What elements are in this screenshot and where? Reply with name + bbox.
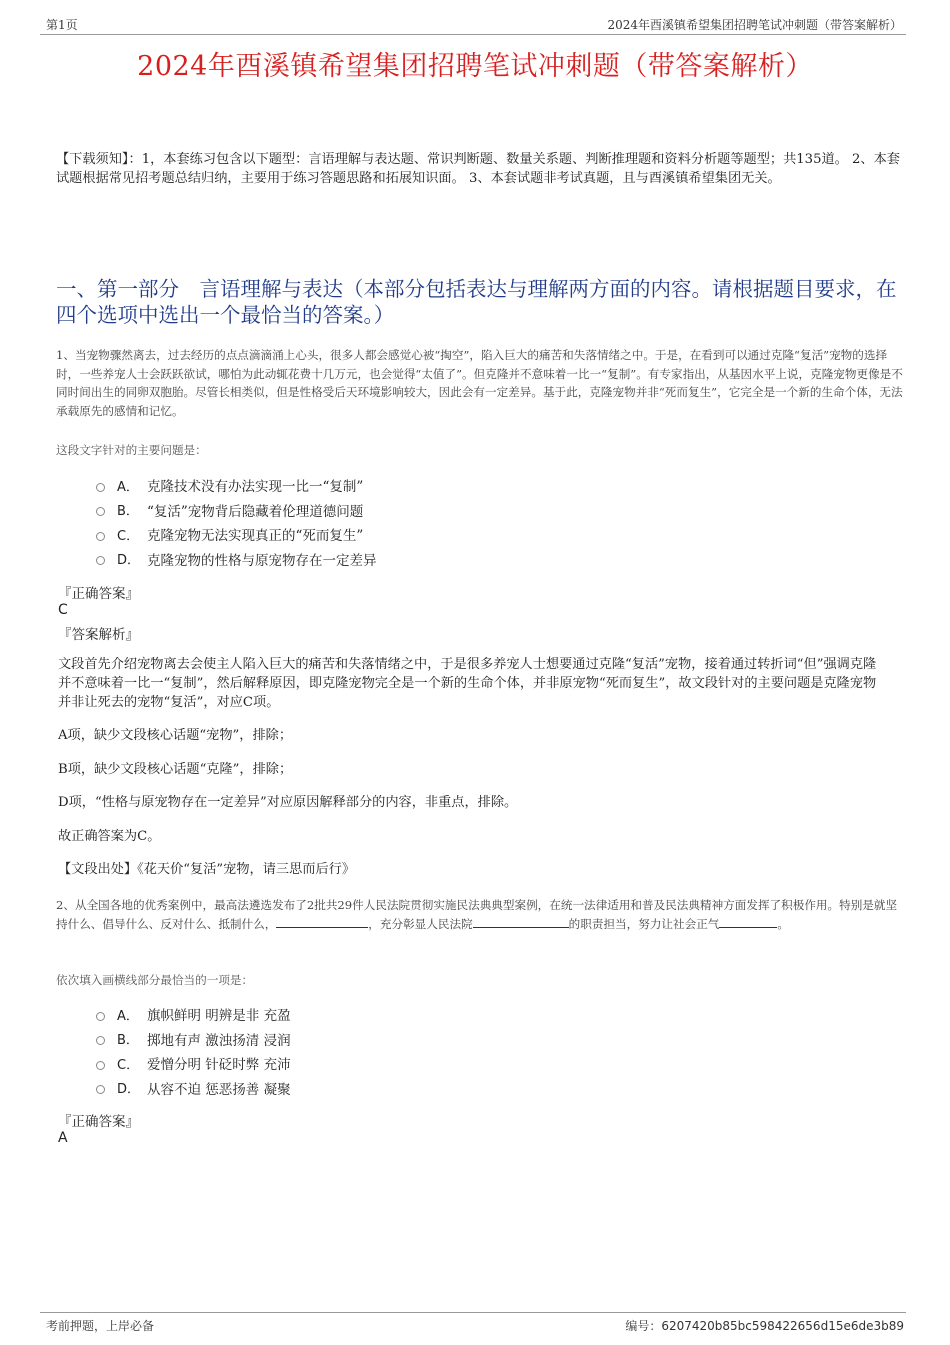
question-1-source: 【文段出处】《花天价“复活”宠物，请三思而后行》: [58, 862, 356, 877]
question-2-option-d[interactable]: [96, 1076, 291, 1101]
radio-icon[interactable]: [96, 507, 105, 516]
question-2-options: [96, 1002, 291, 1100]
question-1-option-d[interactable]: [96, 547, 377, 572]
option-letter: C．: [117, 1057, 140, 1073]
question-1-answer: C: [58, 602, 68, 618]
page-header: [40, 12, 906, 35]
radio-icon[interactable]: [96, 1036, 105, 1045]
option-letter: B．: [117, 1033, 139, 1049]
question-2-answer-label: 『正确答案』: [58, 1114, 139, 1130]
question-1-analysis-a: A项，缺少文段核心话题“宠物”，排除；: [58, 728, 293, 743]
section-1-title: 一、第一部分 言语理解与表达（本部分包括表达与理解两方面的内容。请根据题目要求，在四个选项中选出一个最恰当的答案。）: [56, 277, 897, 327]
fill-blank-2[interactable]: [473, 915, 569, 928]
question-1-prompt: 这段文字针对的主要问题是：: [56, 443, 207, 457]
fill-blank-3[interactable]: [719, 915, 777, 928]
question-1-option-a[interactable]: [96, 473, 377, 498]
page-footer: [40, 1312, 906, 1335]
radio-icon[interactable]: [96, 1085, 105, 1094]
radio-icon[interactable]: [96, 556, 105, 565]
option-letter: C．: [117, 528, 140, 544]
radio-icon[interactable]: [96, 532, 105, 541]
download-notice: 【下载须知】：1，本套练习包含以下题型：言语理解与表达题、常识判断题、数量关系题、判断推理题和资料分析题等题型；共135道。 2、本套试题根据常见招考题总结归纳，主要用于练习答题思路和拓展知识面。 3、本套试题非考试真题，且与酉溪镇希望集团无关。: [56, 152, 900, 186]
option-letter: A．: [117, 1008, 139, 1024]
footer-doc-id: 编号：6207420b85bc598422656d15e6de3b89: [625, 1319, 904, 1333]
option-letter: D．: [117, 1082, 141, 1098]
question-1-analysis-b: B项，缺少文段核心话题“克隆”，排除；: [58, 762, 293, 777]
question-1-option-c[interactable]: [96, 522, 377, 547]
option-text: 爱憎分明 针砭时弊 充沛: [147, 1057, 291, 1074]
question-1-analysis-conclusion: 故正确答案为C。: [58, 829, 161, 844]
option-text: 克隆宠物的性格与原宠物存在一定差异: [147, 552, 377, 569]
footer-slogan: 考前押题，上岸必备: [46, 1319, 155, 1333]
question-2-text-part: 。: [777, 916, 789, 931]
radio-icon[interactable]: [96, 1061, 105, 1070]
header-doc-title: 2024年酉溪镇希望集团招聘笔试冲刺题（带答案解析）: [607, 18, 902, 32]
question-2-text: [56, 896, 906, 933]
option-text: 克隆宠物无法实现真正的“死而复生”: [147, 528, 364, 545]
option-letter: B．: [117, 504, 139, 520]
question-2-option-a[interactable]: [96, 1002, 291, 1027]
page-number-label: 第1页: [46, 18, 78, 32]
question-2-option-b[interactable]: [96, 1027, 291, 1052]
question-1-analysis-d: D项，“性格与原宠物存在一定差异”对应原因解释部分的内容，非重点，排除。: [58, 795, 518, 810]
question-2-text-part: 的职责担当，努力让社会正气: [568, 916, 720, 931]
option-text: 克隆技术没有办法实现一比一“复制”: [147, 479, 364, 496]
question-2-answer: A: [58, 1130, 68, 1146]
option-text: “复活”宠物背后隐藏着伦理道德问题: [147, 503, 364, 520]
question-1-answer-label: 『正确答案』: [58, 586, 139, 602]
radio-icon[interactable]: [96, 1012, 105, 1021]
question-1-analysis-main: 文段首先介绍宠物离去会使主人陷入巨大的痛苦和失落情绪之中，于是很多养宠人士想要通过克隆“复活”宠物，接着通过转折词“但”强调克隆并不意味着一比一“复制”，然后解释原因，即克隆宠物完全是一个新的生命个体，并非原宠物“死而复生”，故文段针对的主要问题是克隆宠物并非让死去的宠物“复活”，对应C项。: [58, 657, 877, 710]
fill-blank-1[interactable]: [276, 915, 368, 928]
question-1-option-b[interactable]: [96, 498, 377, 523]
question-2-text-part: 2、从全国各地的优秀案例中，最高法遴选发布了2批共29件人民法院贯彻实施民法典典型案例，在统一法律适用和普及民法典精神方面发挥了积极作用。特别是就坚持什么、倡导什么、反对什么、抵制什么，: [56, 898, 898, 931]
question-2-text-part: ，充分彰显人民法院: [368, 916, 473, 931]
option-letter: A．: [117, 479, 139, 495]
option-text: 掷地有声 激浊扬清 浸润: [147, 1032, 291, 1049]
question-2-option-c[interactable]: [96, 1051, 291, 1076]
option-text: 从容不迫 惩恶扬善 凝聚: [147, 1081, 291, 1098]
option-letter: D．: [117, 553, 141, 569]
option-text: 旗帜鲜明 明辨是非 充盈: [147, 1008, 291, 1025]
question-2-prompt: 依次填入画横线部分最恰当的一项是：: [56, 973, 254, 987]
document-title: 2024年酉溪镇希望集团招聘笔试冲刺题（带答案解析）: [137, 51, 813, 82]
question-1-text: 1、当宠物骤然离去，过去经历的点点滴滴涌上心头，很多人都会感觉心被“掏空”，陷入巨大的痛苦和失落情绪之中。于是，在看到可以通过克隆“复活”宠物的选择时，一些养宠人士会跃跃欲试，哪怕为此动辄花费十几万元，也会觉得“太值了”。但克隆并不意味着一比一“复制”。有专家指出，从基因水平上说，克隆宠物更像是不同时间出生的同卵双胞胎。尽管长相类似，但是性格受后天环境影响较大，因此会有一定差异。基于此，克隆宠物并非“死而复生”，它完全是一个新的生命个体，无法承载原先的感情和记忆。: [56, 348, 903, 418]
question-1-options: [96, 473, 377, 571]
radio-icon[interactable]: [96, 483, 105, 492]
question-1-analysis-label: 『答案解析』: [58, 627, 139, 643]
